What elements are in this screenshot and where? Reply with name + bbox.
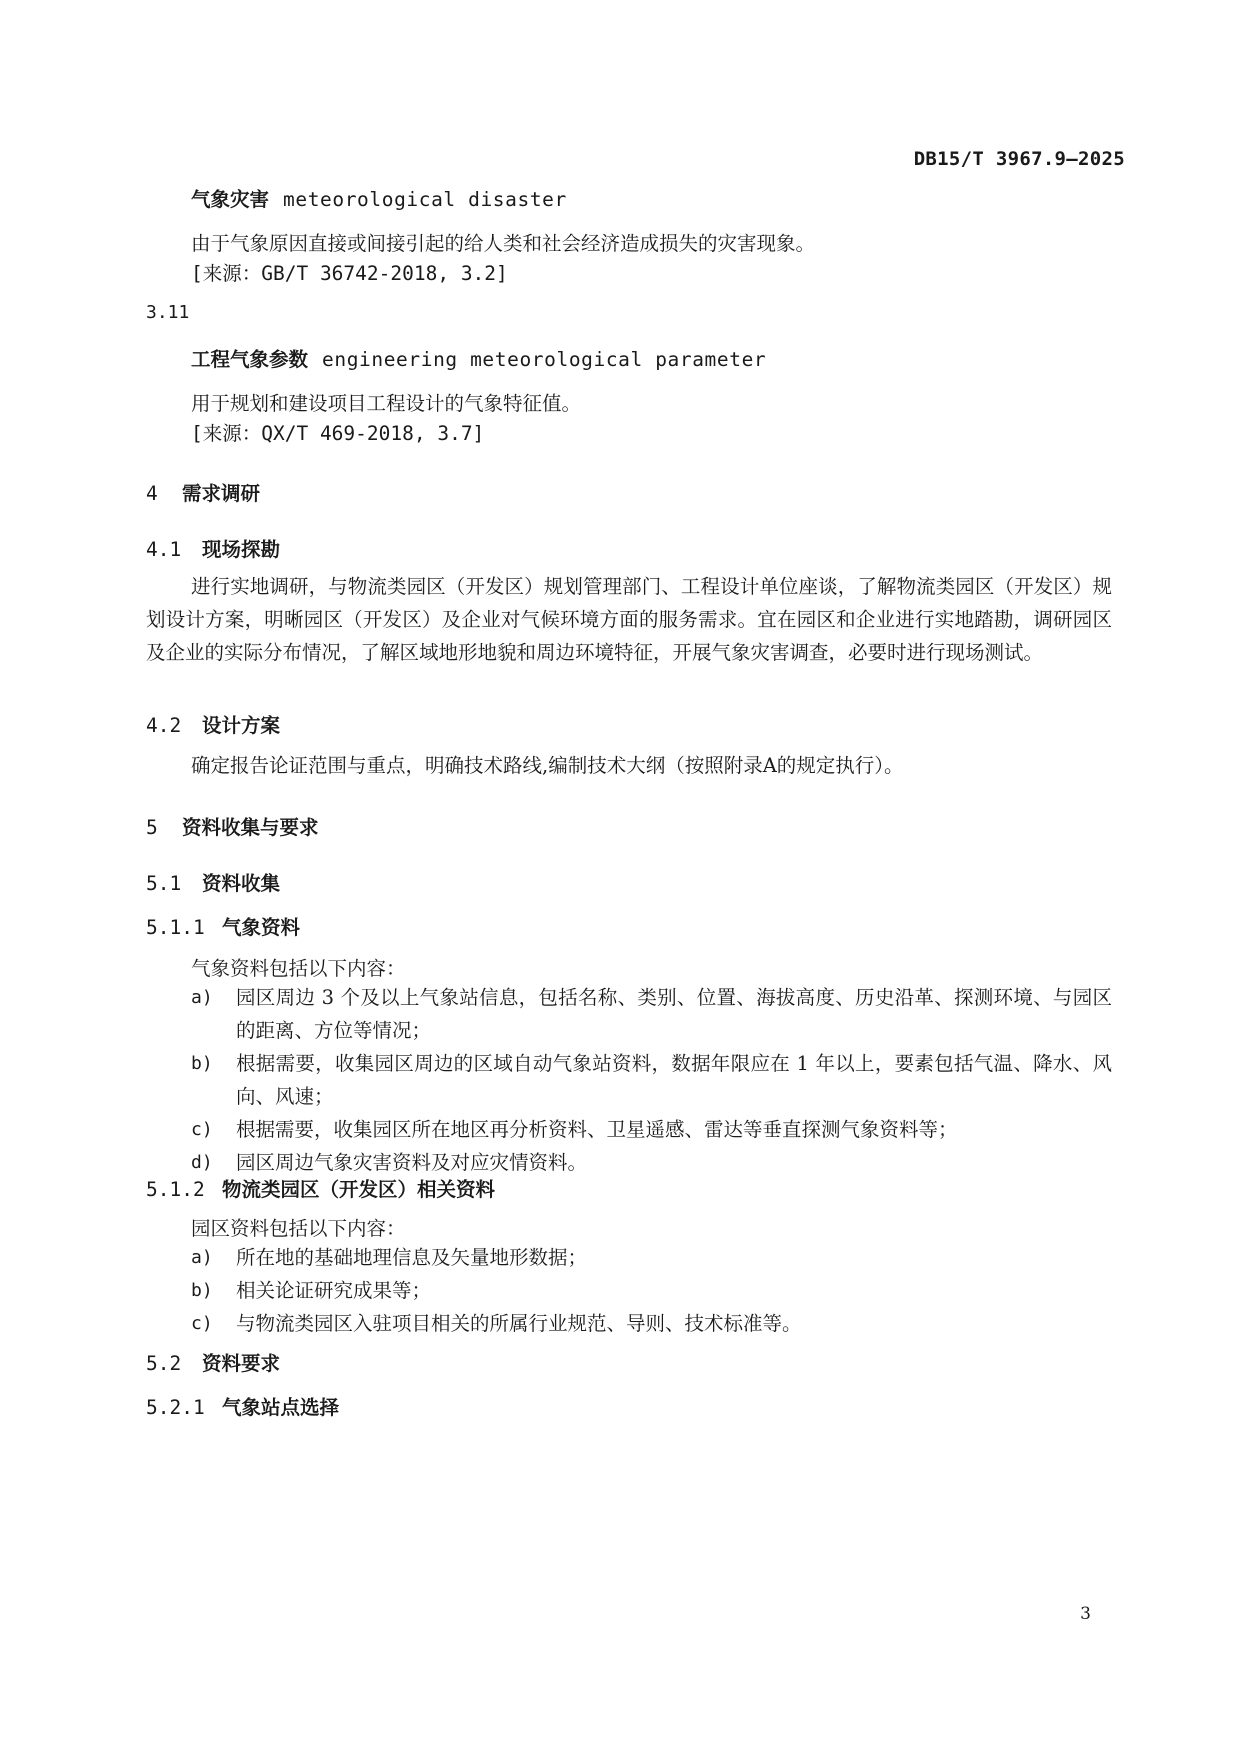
section-number: 4	[146, 482, 158, 505]
section-heading-4-2	[146, 710, 280, 738]
section-heading-4	[146, 478, 260, 506]
list-item	[191, 1113, 1112, 1146]
list-item-text: 园区周边 3 个及以上气象站信息，包括名称、类别、位置、海拔高度、历史沿革、探测环境、与园区的距离、方位等情况；	[236, 986, 1112, 1042]
page-number: 3	[1080, 1604, 1091, 1624]
paragraph-design-plan: 确定报告论证范围与重点，明确技术路线,编制技术大纲（按照附录A的规定执行）。	[191, 754, 904, 777]
section-number: 5	[146, 816, 158, 839]
list-item-text: 根据需要，收集园区周边的区域自动气象站资料，数据年限应在 1 年以上，要素包括气温、降水、风向、风速；	[236, 1052, 1112, 1108]
section-number: 4.1	[146, 538, 182, 561]
section-heading-5-2-1	[146, 1392, 339, 1420]
term-definition: 由于气象原因直接或间接引起的给人类和社会经济造成损失的灾害现象。	[191, 232, 816, 255]
section-heading-4-1	[146, 534, 280, 562]
section-number: 5.2	[146, 1352, 182, 1375]
term-en: engineering meteorological parameter	[322, 348, 767, 371]
term-heading	[191, 344, 766, 372]
section-number: 4.2	[146, 714, 182, 737]
list-item-text: 根据需要，收集园区所在地区再分析资料、卫星遥感、雷达等垂直探测气象资料等；	[236, 1118, 958, 1141]
section-title: 需求调研	[182, 482, 261, 505]
list-item-label: c)	[191, 1313, 213, 1334]
term-heading	[191, 184, 567, 212]
section-title: 气象站点选择	[222, 1396, 340, 1419]
list-item-text: 所在地的基础地理信息及矢量地形数据；	[236, 1246, 588, 1269]
document-id: DB15/T 3967.9—2025	[913, 148, 1125, 170]
paragraph-site-survey: 进行实地调研，与物流类园区（开发区）规划管理部门、工程设计单位座谈，了解物流类园区（开发区）规划设计方案，明晰园区（开发区）及企业对气候环境方面的服务需求。宜在园区和企业进行实地踏勘，调研园区及企业的实际分布情况，了解区域地形地貌和周边环境特征，开展气象灾害调查，必要时进行现场测试。	[146, 575, 1112, 664]
section-title: 资料收集	[202, 872, 281, 895]
list-item-label: d)	[191, 1152, 213, 1173]
section-title: 设计方案	[202, 714, 281, 737]
list-item-label: b)	[191, 1053, 213, 1074]
park-data-list	[191, 1241, 1112, 1340]
list-item-label: b)	[191, 1280, 213, 1301]
list-item-text: 园区周边气象灾害资料及对应灾情资料。	[236, 1151, 588, 1174]
list-item-text: 与物流类园区入驻项目相关的所属行业规范、导则、技术标准等。	[236, 1312, 802, 1335]
list-item	[191, 1241, 1112, 1274]
section-number: 5.1.1	[146, 916, 205, 939]
section-heading-5	[146, 812, 319, 840]
list-item-label: a)	[191, 987, 213, 1008]
term-zh: 气象灾害	[191, 188, 270, 211]
list-item-label: c)	[191, 1119, 213, 1140]
section-number: 5.2.1	[146, 1396, 205, 1419]
list-item	[191, 1274, 1112, 1307]
section-title: 资料要求	[202, 1352, 281, 1375]
list-item	[191, 1307, 1112, 1340]
term-source: [来源：QX/T 469-2018, 3.7]	[191, 422, 485, 445]
section-heading-5-1-1	[146, 912, 300, 940]
list-item	[191, 1047, 1112, 1113]
list-item	[191, 981, 1112, 1047]
section-number: 5.1.2	[146, 1178, 205, 1201]
list-item-text: 相关论证研究成果等；	[236, 1279, 432, 1302]
section-title: 资料收集与要求	[182, 816, 319, 839]
term-source: [来源：GB/T 36742-2018, 3.2]	[191, 262, 508, 285]
section-heading-5-1	[146, 868, 280, 896]
list-intro: 气象资料包括以下内容：	[191, 957, 406, 980]
section-title: 现场探勘	[202, 538, 281, 561]
list-intro: 园区资料包括以下内容：	[191, 1217, 406, 1240]
section-title: 气象资料	[222, 916, 301, 939]
section-title: 物流类园区（开发区）相关资料	[222, 1178, 496, 1201]
term-definition: 用于规划和建设项目工程设计的气象特征值。	[191, 392, 582, 415]
term-en: meteorological disaster	[283, 188, 567, 211]
list-item-label: a)	[191, 1247, 213, 1268]
clause-number: 3.11	[146, 302, 190, 323]
meteorological-data-list	[191, 981, 1112, 1179]
section-heading-5-2	[146, 1348, 280, 1376]
term-zh: 工程气象参数	[191, 348, 309, 371]
section-number: 5.1	[146, 872, 182, 895]
section-heading-5-1-2	[146, 1174, 495, 1202]
